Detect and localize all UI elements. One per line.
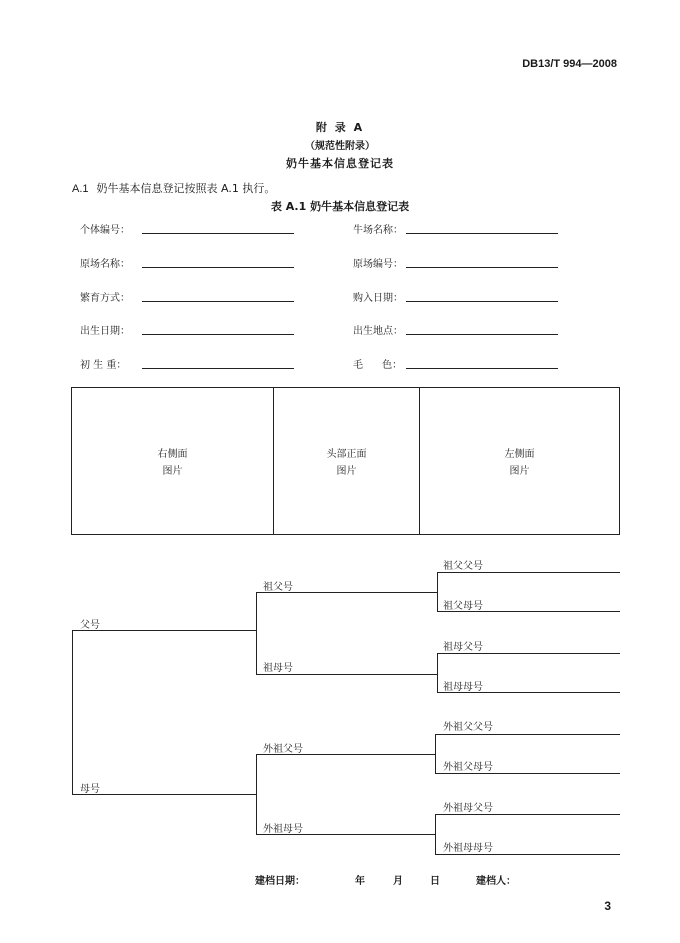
footer-day: 日 xyxy=(430,876,440,887)
field-label: 出生日期： xyxy=(80,326,130,337)
label-maternal-grandmother: 外祖母号 xyxy=(263,824,303,835)
label-father: 父号 xyxy=(80,620,100,631)
photo-caption-sub: 图片 xyxy=(162,466,183,477)
label-gg-5: 外祖父父号 xyxy=(443,722,493,733)
clause-text: 奶牛基本信息登记按照表 A.1 执行。 xyxy=(96,182,276,195)
appendix-nature: （规范性附录） xyxy=(305,141,375,152)
field-label: 繁育方式： xyxy=(80,293,130,304)
clause-number: A.1 xyxy=(72,183,89,195)
label-gg-4: 祖母母号 xyxy=(443,682,483,693)
photo-caption: 头部正面 xyxy=(326,449,367,460)
field-label: 原场名称： xyxy=(80,259,130,270)
photo-caption-sub: 图片 xyxy=(509,466,530,477)
label-gg-1: 祖父父号 xyxy=(443,561,483,572)
footer-month: 月 xyxy=(393,876,403,887)
page-number: 3 xyxy=(604,899,611,913)
label-gg-6: 外祖父母号 xyxy=(443,762,493,773)
appendix-title: 附 录 A xyxy=(315,121,365,134)
field-label: 初 生 重： xyxy=(80,360,127,371)
field-label: 出生地点： xyxy=(353,326,403,337)
field-label: 个体编号： xyxy=(80,225,130,236)
photo-caption-sub: 图片 xyxy=(336,466,357,477)
label-gg-3: 祖母父号 xyxy=(443,642,483,653)
appendix-name: 奶牛基本信息登记表 xyxy=(286,157,394,170)
field-label: 原场编号： xyxy=(353,259,403,270)
footer-date-label: 建档日期： xyxy=(255,876,305,887)
field-label: 毛 色： xyxy=(353,360,403,371)
tree-line-root xyxy=(73,631,257,795)
field-label: 购入日期： xyxy=(353,293,403,304)
photo-caption: 左侧面 xyxy=(504,449,535,460)
label-gg-7: 外祖母父号 xyxy=(443,803,493,814)
label-maternal-grandfather: 外祖父号 xyxy=(263,744,303,755)
label-mother: 母号 xyxy=(80,784,100,795)
field-label: 牛场名称： xyxy=(353,225,403,236)
table-caption: 表 A.1 奶牛基本信息登记表 xyxy=(270,200,410,213)
label-gg-2: 祖父母号 xyxy=(443,601,483,612)
label-gg-8: 外祖母母号 xyxy=(443,843,493,854)
label-paternal-grandmother: 祖母号 xyxy=(263,663,293,674)
standard-number: DB13/T 994—2008 xyxy=(522,58,617,70)
photo-caption: 右侧面 xyxy=(157,449,188,460)
footer-year: 年 xyxy=(355,876,365,887)
footer-filer-label: 建档人： xyxy=(476,876,516,887)
label-paternal-grandfather: 祖父号 xyxy=(263,582,293,593)
